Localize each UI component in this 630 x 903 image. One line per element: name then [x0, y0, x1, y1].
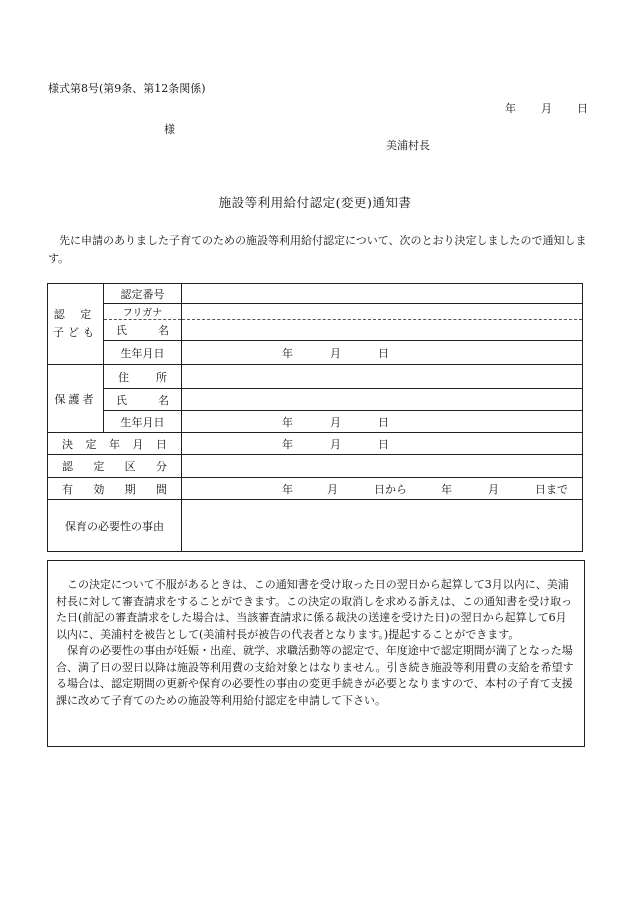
validity-start-day: 日から	[374, 482, 407, 496]
category-char-2: 定	[93, 460, 105, 473]
child-group-line1: 認 定	[53, 308, 98, 321]
decision-year: 年	[282, 437, 293, 451]
guardian-birth-label: 生年月日	[104, 411, 182, 433]
child-group-line2: 子ども	[53, 326, 98, 339]
decision-char-5: 日	[156, 437, 167, 451]
decision-char-3: 年	[109, 437, 120, 451]
document-title: 施設等利用給付認定(変更)通知書	[218, 195, 412, 210]
validity-label	[48, 478, 182, 500]
gname-char-1: 氏	[116, 393, 127, 407]
validity-char-4: 間	[155, 482, 167, 496]
guardian-name-label	[104, 389, 182, 411]
guardian-group-label: 保護者	[48, 365, 104, 433]
child-group-label	[48, 284, 104, 365]
decision-char-1: 決	[62, 437, 73, 451]
child-birth-year: 年	[282, 346, 293, 360]
child-birth-field[interactable]	[182, 341, 583, 365]
category-char-4: 分	[155, 460, 167, 473]
issuer: 美浦村長	[386, 139, 430, 152]
decision-day: 日	[378, 437, 389, 451]
address-label	[104, 365, 182, 389]
child-name-field[interactable]	[182, 320, 583, 341]
validity-char-3: 期	[124, 482, 136, 496]
cert-number-field[interactable]	[182, 284, 583, 304]
decision-date-field[interactable]	[182, 433, 583, 455]
issue-date	[480, 100, 588, 116]
name-char-2: 名	[158, 324, 169, 337]
guardian-name-field[interactable]	[182, 389, 583, 411]
address-field[interactable]	[182, 365, 583, 389]
child-birth-month: 月	[330, 346, 341, 360]
validity-end-month: 月	[488, 482, 499, 496]
decision-month: 月	[330, 437, 341, 451]
issue-date-day: 日	[577, 102, 588, 115]
decision-char-4: 月	[132, 437, 144, 451]
guardian-birth-month: 月	[330, 415, 341, 429]
gname-char-2: 名	[158, 393, 169, 407]
address-char-1: 住	[118, 370, 129, 384]
category-char-1: 認	[62, 460, 73, 473]
issue-date-month: 月	[541, 102, 552, 115]
notice-paragraph-1: この決定について不服があるときは、この通知書を受け取った日の翌日から起算して3月以内に、美浦村長に対して審査請求をすることができます。この決定の取消しを求める訴えは、この通知書を受け取った日(前記の審査請求をした場合は、当該審査請求に係る裁決の送達を受けた日)の翌日から起算して6月以内に、美浦村を被告として(美浦村長が被告の代表者となります。)提起することができます。	[56, 578, 573, 641]
guardian-birth-year: 年	[282, 415, 293, 429]
validity-end-day: 日まで	[535, 482, 568, 496]
validity-start-month: 月	[327, 482, 338, 496]
reason-field[interactable]	[182, 500, 583, 552]
furigana-label: フリガナ	[104, 304, 182, 320]
issue-date-year: 年	[505, 102, 516, 115]
address-char-2: 所	[156, 370, 167, 384]
decision-char-2: 定	[85, 437, 97, 451]
reason-label: 保育の必要性の事由	[48, 500, 182, 552]
validity-char-2: 効	[93, 482, 105, 496]
notice-box	[47, 560, 585, 747]
child-birth-day: 日	[378, 346, 389, 360]
validity-char-1: 有	[62, 482, 73, 496]
furigana-field[interactable]	[182, 304, 583, 320]
category-char-3: 区	[124, 460, 136, 473]
guardian-birth-field[interactable]	[182, 411, 583, 433]
cert-number-label: 認定番号	[104, 284, 182, 304]
notice-paragraph-2: 保育の必要性の事由が妊娠・出産、就学、求職活動等の認定で、年度途中で認定期間が満了となった場合、満了日の翌日以降は施設等利用費の支給対象とはなりません。引き続き施設等利用費の支給を希望する場合は、認定期間の更新や保育の必要性の事由の変更手続きが必要となりますので、本村の子育て支援課に改めて子育てのための施設等利用給付認定を申請して下さい。	[56, 644, 574, 707]
intro-text: 先に申請のありました子育てのための施設等利用給付認定について、次のとおり決定しましたので通知します。	[48, 234, 587, 265]
category-field[interactable]	[182, 455, 583, 478]
form-number: 様式第8号(第9条、第12条関係)	[48, 82, 206, 95]
name-char-1: 氏	[116, 324, 127, 337]
certification-table	[47, 283, 583, 552]
category-label	[48, 455, 182, 478]
guardian-birth-day: 日	[378, 415, 389, 429]
child-birth-label: 生年月日	[104, 341, 182, 365]
decision-date-label	[48, 433, 182, 455]
addressee-suffix: 様	[164, 123, 175, 136]
validity-end-year: 年	[441, 482, 452, 496]
validity-field[interactable]	[182, 478, 583, 500]
child-name-label	[104, 320, 182, 341]
validity-start-year: 年	[282, 482, 293, 496]
